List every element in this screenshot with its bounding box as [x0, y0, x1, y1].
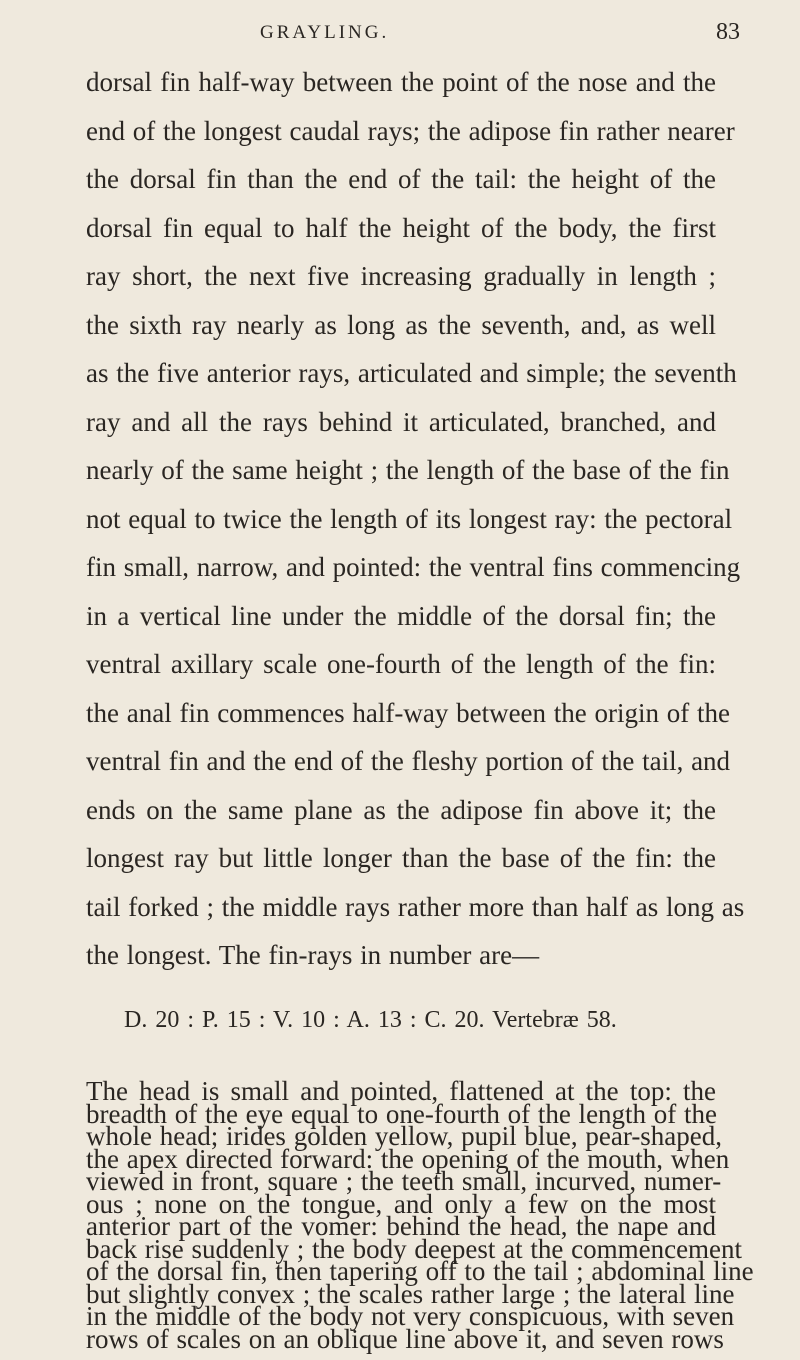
- text-line: dorsal fin equal to half the height of the body, the first: [86, 213, 716, 243]
- running-head: [0, 19, 800, 49]
- text-line: of the dorsal fin, then tapering off to the tail ; abdominal line: [86, 1256, 754, 1286]
- text-line: tail forked ; the middle rays rather more than half as long as: [86, 892, 745, 922]
- text-line: ventral fin and the end of the fleshy portion of the tail, and: [86, 746, 731, 776]
- text-line: the longest. The fin-rays in number are—: [86, 940, 540, 970]
- text-line: anterior part of the vomer: behind the head, the nape and: [86, 1211, 716, 1241]
- text-line: longest ray but little longer than the base of the fin: the: [86, 843, 716, 873]
- text-line: back rise suddenly ; the body deepest at the commencement: [86, 1233, 743, 1264]
- text-line: ray and all the rays behind it articulated, branched, and: [86, 407, 716, 437]
- text-line: ventral axillary scale one-fourth of the length of the fin:: [86, 649, 716, 679]
- text-line: whole head; irides golden yellow, pupil blue, pear-shaped,: [86, 1121, 723, 1151]
- text-line: dorsal fin half-way between the point of the nose and the: [86, 67, 716, 97]
- text-line: ray short, the next five increasing gradually in length ;: [86, 261, 716, 291]
- text-line: in a vertical line under the middle of the dorsal fin; the: [86, 601, 716, 631]
- text-line: nearly of the same height ; the length of the base of the fin: [86, 455, 730, 485]
- fin-ray-formula: D. 20 : P. 15 : V. 10 : A. 13 : C. 20. Vertebræ 58.: [124, 1007, 617, 1033]
- text-line: breadth of the eye equal to one-fourth of the length of the: [86, 1098, 718, 1129]
- text-line: viewed in front, square ; the teeth small, incurved, numer-: [86, 1166, 722, 1196]
- text-line: the dorsal fin than the end of the tail: the height of the: [86, 164, 716, 194]
- text-line: ends on the same plane as the adipose fin above it; the: [86, 795, 716, 825]
- text-line: not equal to twice the length of its longest ray: the pectoral: [86, 504, 733, 534]
- text-line: fin small, narrow, and pointed: the ventral fins commencing: [86, 552, 741, 582]
- text-line: The head is small and pointed, flattened at the top: the: [86, 1076, 716, 1106]
- text-line: but slightly convex ; the scales rather large ; the lateral line: [86, 1278, 735, 1309]
- text-line: end of the longest caudal rays; the adipose fin rather nearer: [86, 116, 735, 146]
- text-line: the sixth ray nearly as long as the seventh, and, as well: [86, 310, 716, 340]
- text-line: as the five anterior rays, articulated and simple; the seventh: [86, 358, 737, 388]
- page-number: 83: [716, 19, 740, 45]
- text-line: in the middle of the body not very conspicuous, with seven: [86, 1301, 735, 1331]
- running-title: GRAYLING.: [260, 22, 390, 43]
- text-line: the apex directed forward: the opening of the mouth, when: [86, 1143, 730, 1174]
- text-line: ous ; none on the tongue, and only a few on the most: [86, 1188, 716, 1219]
- text-line: rows of scales on an oblique line above it, and seven rows: [86, 1323, 724, 1354]
- text-line: the anal fin commences half-way between the origin of the: [86, 698, 731, 728]
